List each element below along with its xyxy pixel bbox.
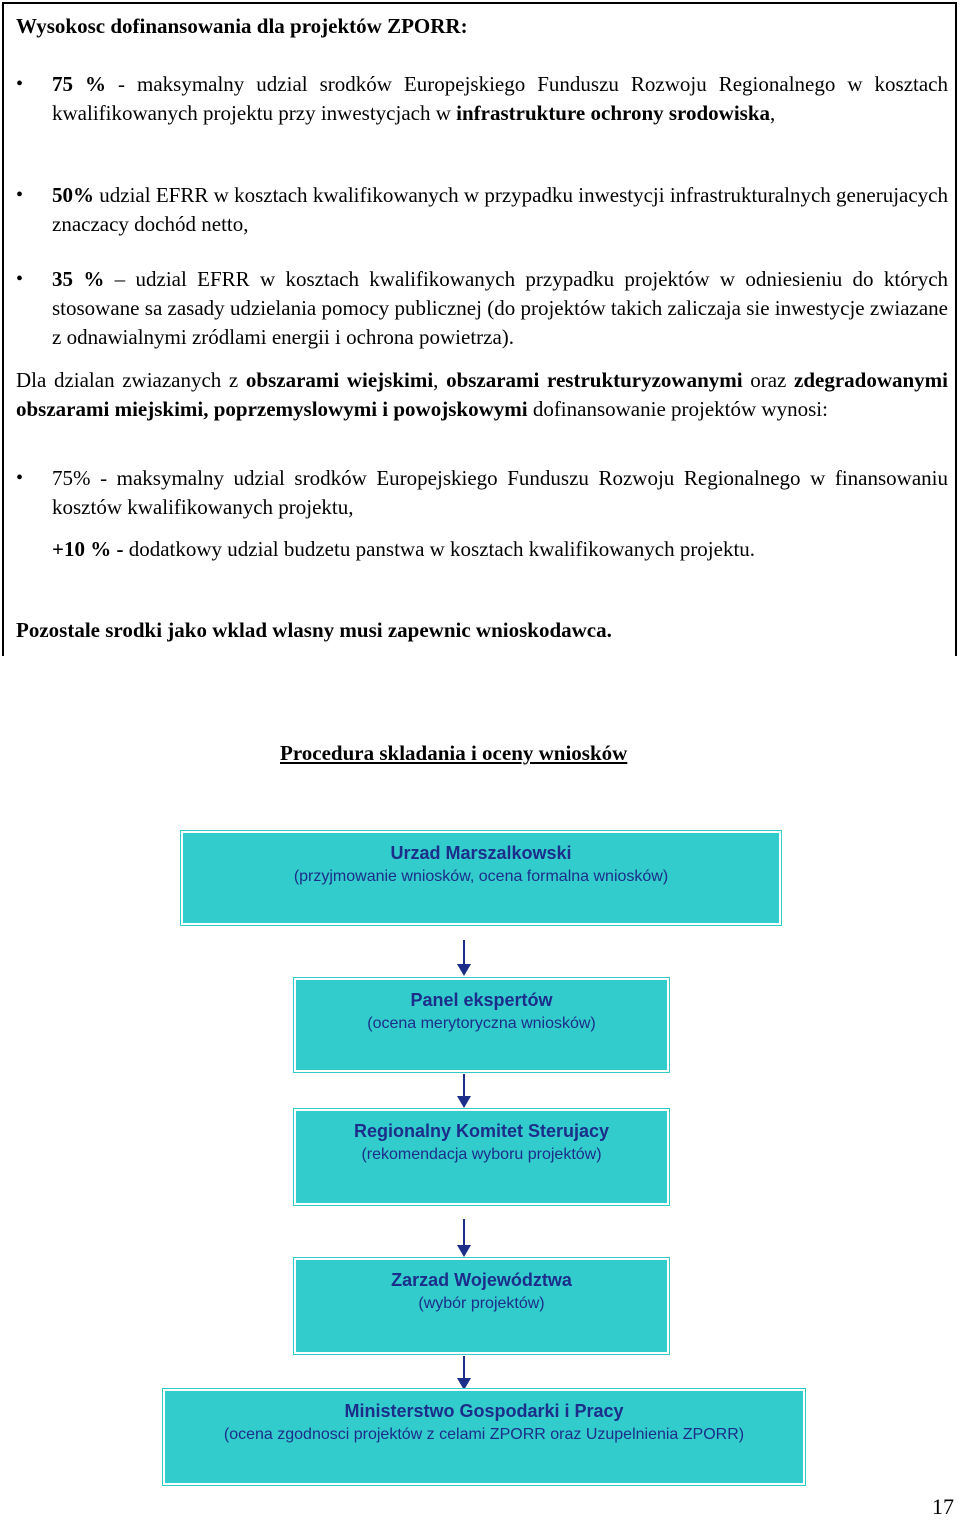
step-regionalny-komitet	[294, 1109, 669, 1205]
step-title: Urzad Marszalkowski	[390, 843, 572, 863]
areas-paragraph: Dla dzialan zwiazanych z obszarami wiejskimi, obszarami restrukturyzowanymi oraz zdegradowanymi obszarami miejskimi, poprzemyslowymi i powojskowymi dofinansowanie projektów wynosi:	[16, 368, 948, 421]
step-description: (wybór projektów)	[418, 1295, 545, 1312]
funding-heading: Wysokosc dofinansowania dla projektów ZPORR:	[16, 14, 468, 38]
arrow-down-icon	[454, 1219, 474, 1257]
bullet-35-percent: • 35 % – udzial EFRR w kosztach kwalifikowanych przypadku projektów w odniesieniu do których stosowane sa zasady udzielania pomocy publicznej (do projektów takich zaliczaja sie inwestycje zwiazane z odnawialnymi zródlami energii i ochrona powietrza).	[52, 265, 948, 352]
arrow-down-icon	[454, 940, 474, 976]
arrow-down-icon	[454, 1074, 474, 1108]
step-description: (przyjmowanie wniosków, ocena formalna wniosków)	[293, 868, 669, 885]
step-panel-ekspertow	[294, 978, 669, 1072]
page-number: 17	[932, 1494, 954, 1519]
step-ministerstwo	[163, 1389, 805, 1485]
step-description: (rekomendacja wyboru projektów)	[361, 1146, 602, 1163]
step-description: (ocena merytoryczna wniosków)	[367, 1015, 596, 1032]
step-title: Ministerstwo Gospodarki i Pracy	[344, 1401, 624, 1421]
step-description: (ocena zgodnosci projektów z celami ZPORR oraz Uzupelnienia ZPORR)	[223, 1426, 745, 1443]
step-title: Regionalny Komitet Sterujacy	[353, 1121, 610, 1141]
step-title: Zarzad Województwa	[391, 1270, 572, 1290]
state-budget-line: +10 % - dodatkowy udzial budzetu panstwa w kosztach kwalifikowanych projektu.	[52, 537, 756, 561]
step-urzad-marszalkowski	[181, 831, 781, 925]
bullet-50-percent: • 50% udzial EFRR w kosztach kwalifikowanych w przypadku inwestycji infrastrukturalnych generujacych znaczacy dochód netto,	[52, 181, 948, 239]
procedure-title: Procedura skladania i oceny wniosków	[280, 741, 628, 765]
step-zarzad-wojewodztwa	[294, 1258, 669, 1354]
bullet-75-percent-areas: • 75% - maksymalny udzial srodków Europejskiego Funduszu Rozwoju Regionalnego w finansowaniu kosztów kwalifikowanych projektu,	[52, 464, 948, 522]
closing-statement: Pozostale srodki jako wklad wlasny musi zapewnic wnioskodawca.	[16, 618, 612, 642]
bullet-75-percent: • 75 % - maksymalny udzial srodków Europejskiego Funduszu Rozwoju Regionalnego w kosztach kwalifikowanych projektu przy inwestycjach w infrastrukture ochrony srodowiska,	[52, 70, 948, 128]
step-title: Panel ekspertów	[410, 990, 553, 1010]
arrow-down-icon	[454, 1356, 474, 1390]
